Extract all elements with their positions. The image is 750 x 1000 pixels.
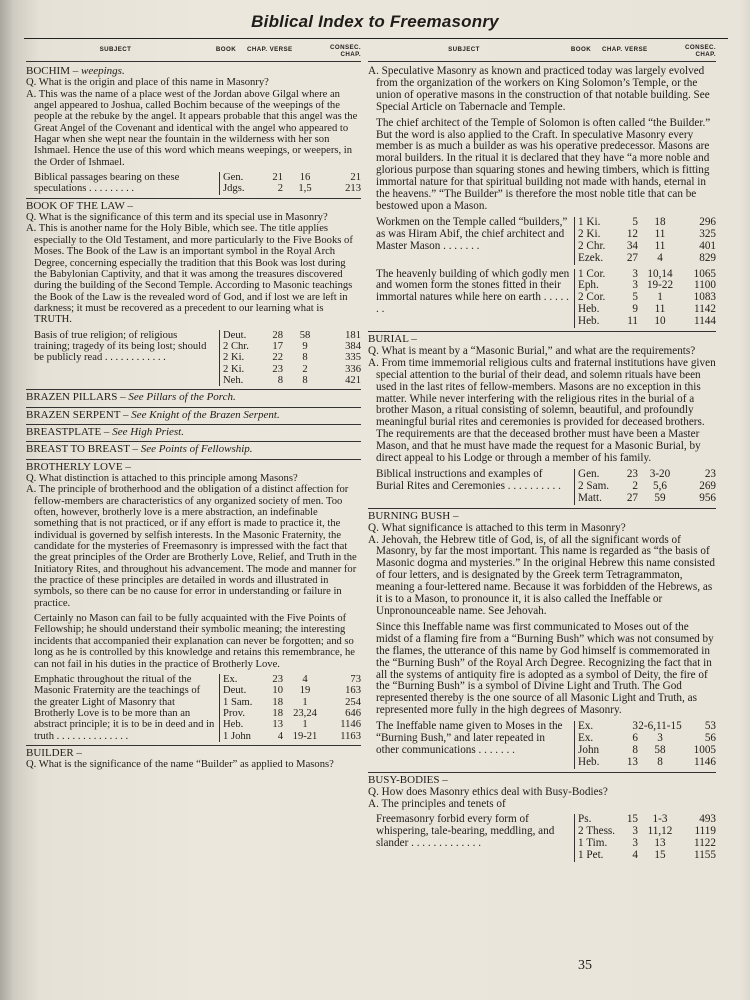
ref-verse: 23,24 xyxy=(293,707,317,719)
ref-consec-chapter: 213 xyxy=(345,183,361,195)
ref-chapter: 18 xyxy=(272,696,283,708)
divider xyxy=(26,389,361,390)
ref-chapter: 22 xyxy=(272,352,283,364)
ref-chapter: 5 xyxy=(632,215,638,228)
ref-chapter: 13 xyxy=(626,755,638,768)
reference-row xyxy=(578,241,716,253)
reference-row xyxy=(223,685,361,696)
ref-verse: 3 xyxy=(657,732,663,745)
ref-chapter: 9 xyxy=(632,303,638,316)
reference-row xyxy=(223,697,361,708)
entry-answer: A. Jehovah, the Hebrew title of God, is, of all the significant words of Masonry, by far the most important. This name is regarded as “the basis of Masonic dogma and mysteries.” In the original Hebrew this name consisted of four letters, and is designated by the Greek term Tetragrammaton, meaning a four-lettered name. Because it was forbidden of the Hebrews, as it is to a Mason, to pronounce it, it is also called the Ineffable or Unpronounceable name. See Jehovah. xyxy=(368,533,715,617)
reference-row xyxy=(223,708,361,719)
ref-consec-chapter: 163 xyxy=(345,685,361,697)
ref-consec-chapter: 1155 xyxy=(694,849,716,862)
ref-book: 2 Chr. xyxy=(578,239,606,252)
reference-block xyxy=(376,217,716,265)
ref-verse: 1 xyxy=(302,696,308,708)
reference-table xyxy=(219,172,361,195)
reference-row xyxy=(223,330,361,341)
entry-term: BOOK OF THE LAW – xyxy=(26,199,133,212)
divider xyxy=(26,424,361,425)
ref-chapter: 23 xyxy=(272,673,283,685)
header-chap-verse: CHAP. VERSE xyxy=(247,46,293,53)
ref-book: John xyxy=(578,743,600,756)
reference-row xyxy=(223,341,361,352)
entry-term: BRAZEN PILLARS – See Pillars of the Porch. xyxy=(26,391,236,404)
reference-table xyxy=(219,330,361,387)
ref-chapter: 2 xyxy=(632,479,638,492)
ref-consec-chapter: 1122 xyxy=(694,837,716,850)
reference-row xyxy=(578,316,716,328)
ref-book: Gen. xyxy=(223,172,244,184)
ref-book: 2 Sam. xyxy=(578,479,610,492)
ref-consec-chapter: 181 xyxy=(345,329,361,341)
ref-verse: 11,12 xyxy=(647,825,673,838)
ref-verse: 8 xyxy=(657,755,663,768)
entry-answer: A. The principle of brotherhood and the obligation of a distinct affection for fellow-members are characteristics of any organized society of men. Too often, however, brotherly love is a mere abstraction, an indefinable something that is not practiced, or if any effort is made to practice it, the individual is governed by selfish interests. In the Masonic Fraternity, the candidate for the mysteries of Freemasonry is impressed with the fact that the great principles of the Order are Brotherly Love, Relief, and Truth in the Initiatory Rites, and throughout his advancement. The mode and manner for the practice of these principles are detailed in words and illustrated in symbols, so there can be no cause for error in understanding or failure in practice. xyxy=(26,484,357,609)
ref-verse: 11 xyxy=(654,303,666,316)
ref-chapter: 8 xyxy=(632,743,638,756)
reference-lead: The Ineffable name given to Moses in the “Burning Bush,” and later repeated in other communications . . . . . . . xyxy=(376,720,563,756)
entry-question: Q. What is the significance of this term and its special use in Masonry? xyxy=(26,212,328,224)
reference-block xyxy=(34,674,361,742)
ref-chapter: 18 xyxy=(272,707,283,719)
reference-block xyxy=(376,469,716,505)
ref-chapter: 3 xyxy=(632,267,638,280)
reference-lead: Biblical passages bearing on these speculations . . . . . . . . . xyxy=(34,172,180,195)
ref-consec-chapter: 335 xyxy=(345,352,361,364)
right-column xyxy=(368,44,716,864)
header-chap-verse: CHAP. VERSE xyxy=(602,46,648,53)
ref-book: Ex. xyxy=(578,732,594,745)
ref-book: Heb. xyxy=(223,719,244,731)
ref-verse: 8 xyxy=(302,352,308,364)
entry-term: BURNING BUSH – xyxy=(368,509,459,522)
ref-consec-chapter: 1144 xyxy=(694,315,716,328)
ref-book: Heb. xyxy=(578,303,600,316)
reference-row xyxy=(223,352,361,363)
ref-chapter: 28 xyxy=(272,329,283,341)
reference-table xyxy=(574,721,716,769)
entry-term: BUILDER – xyxy=(26,746,82,759)
entry-term: BREASTPLATE – See High Priest. xyxy=(26,425,184,438)
ref-verse: 58 xyxy=(654,743,666,756)
ref-consec-chapter: 384 xyxy=(345,340,361,352)
ref-consec-chapter: 21 xyxy=(350,172,361,184)
header-book: BOOK xyxy=(215,46,237,53)
entry-question: Q. What is the origin and place of this name in Masonry? xyxy=(26,77,269,89)
ref-consec-chapter: 254 xyxy=(345,696,361,708)
reference-lead: Freemasonry forbid every form of whispering, tale-bearing, meddling, and slander . . . . . . . . . . . . . xyxy=(376,813,555,850)
ref-verse: 15 xyxy=(654,849,666,862)
reference-block xyxy=(376,721,716,769)
ref-book: Matt. xyxy=(578,491,602,504)
reference-lead: Workmen on the Temple called “builders,” as was Hiram Abif, the chief architect and Master Mason . . . . . . . xyxy=(376,215,568,252)
reference-row xyxy=(223,172,361,183)
ref-book: Prov. xyxy=(223,707,245,719)
entry-paragraph: Since this Ineffable name was first communicated to Moses out of the midst of a flaming fire from a “Burning Bush” which was not consumed by the flames, the utterance of this name by God himself is commemorated in the “Burning Bush” of the Royal Arch Degree. Recognizing the fact that in all the systems of antiquity fire is adopted as a symbol of Deity, the fire of the “Burning Bush” is a symbol of Divine Light and Truth. The God represented thereby is the one source of all Masonic Light and Truth, as represented more fully in the high degrees of Masonry. xyxy=(376,620,714,717)
ref-verse: 19-22 xyxy=(646,279,674,292)
ref-consec-chapter: 1146 xyxy=(694,755,716,768)
header-consec: CONSEC. CHAP. xyxy=(330,44,361,58)
header-subject: SUBJECT xyxy=(448,46,480,53)
entry-term: BROTHERLY LOVE – xyxy=(26,460,131,473)
ref-book: Deut. xyxy=(223,329,247,341)
ref-consec-chapter: 296 xyxy=(699,215,716,228)
ref-chapter: 11 xyxy=(627,315,638,328)
ref-book: Ex. xyxy=(223,673,238,685)
left-column xyxy=(26,44,361,771)
ref-consec-chapter: 1005 xyxy=(693,743,716,756)
ref-book: 2 Ki. xyxy=(578,227,601,240)
entry-question: Q. What significance is attached to this term in Masonry? xyxy=(368,521,626,534)
reference-row xyxy=(223,375,361,386)
ref-verse: 19 xyxy=(299,685,311,697)
ref-chapter: 4 xyxy=(277,730,283,742)
ref-book: 2 Cor. xyxy=(578,291,606,304)
ref-book: 2 Thess. xyxy=(578,825,616,838)
ref-consec-chapter: 1119 xyxy=(694,825,716,838)
ref-consec-chapter: 1146 xyxy=(340,719,361,731)
ref-chapter: 27 xyxy=(626,251,638,264)
ref-consec-chapter: 23 xyxy=(704,468,716,480)
ref-verse: 11 xyxy=(654,239,666,252)
ref-book: 1 Pet. xyxy=(578,849,604,862)
ref-book: Ezek. xyxy=(578,251,604,264)
ref-chapter: 27 xyxy=(626,491,638,504)
ref-consec-chapter: 493 xyxy=(699,813,716,826)
ref-consec-chapter: 1065 xyxy=(693,267,716,280)
ref-chapter: 23 xyxy=(272,363,283,375)
entry-answer: A. This was the name of a place west of the Jordan above Gilgal where an angel appeared to Joshua, called Bochim because of the weepings of the people at the rebuke by the angel. It appears probable that this angel was the Great Angel of the Covenant and identical with the angel who appeared to Hagar when she wept near the fountain in the wilderness with her son Ishmael. Hence the use of this word which means weepings, or weepers, in the Order of Ishmael. xyxy=(26,88,358,168)
divider xyxy=(368,331,716,332)
entry-answer: A. This is another name for the Holy Bible, which see. The title applies especially to the Old Testament, and more particularly to the Five Books of Moses. The Book of the Law is an important symbol in the Royal Arch Degree, concerning especially the tradition that this Book was lost during the Babylonian Captivity, and that it was among the treasures discovered during the building of the Second Temple. According to Masonic teachings the Book of the Law is the revealed word of God, and if lost we are left in darkness; it must be recovered as a precedent to our learning what is TRUTH. xyxy=(26,223,353,326)
ref-verse: 13 xyxy=(654,837,666,850)
ref-verse: 16 xyxy=(299,172,311,184)
ref-book: 1 John xyxy=(223,730,251,742)
entry-question: Q. What is the significance of the name “Builder” as applied to Masons? xyxy=(26,759,334,771)
ref-verse: 1 xyxy=(302,719,308,731)
ref-verse: 2-6,11-15 xyxy=(638,720,682,733)
divider xyxy=(368,508,716,509)
ref-verse: 4 xyxy=(657,251,663,264)
ref-book: Ps. xyxy=(578,813,592,826)
left-column-header xyxy=(26,44,361,62)
reference-lead: Basis of true religion; of religious training; tragedy of its being lost; should be publicly read . . . . . . . . . . . . xyxy=(34,329,207,364)
ref-consec-chapter: 829 xyxy=(699,251,716,264)
reference-table xyxy=(574,269,716,329)
divider xyxy=(26,459,361,460)
entry-term: BRAZEN SERPENT – See Knight of the Brazen Serpent. xyxy=(26,408,280,421)
ref-chapter: 21 xyxy=(272,172,283,184)
ref-chapter: 6 xyxy=(632,732,638,745)
reference-block xyxy=(34,172,361,195)
reference-row xyxy=(578,217,716,229)
entry-question: Q. What is meant by a “Masonic Burial,” and what are the requirements? xyxy=(368,344,696,357)
entry-term: BUSY-BODIES – xyxy=(368,773,448,786)
ref-chapter: 15 xyxy=(626,813,638,826)
ref-verse: 2 xyxy=(302,363,308,375)
ref-verse: 8 xyxy=(302,374,308,386)
ref-consec-chapter: 1100 xyxy=(694,279,716,292)
ref-book: Jdgs. xyxy=(223,183,245,195)
ref-chapter: 3 xyxy=(632,720,638,733)
reference-table xyxy=(574,814,716,862)
right-column-header xyxy=(368,44,716,62)
ref-verse: 59 xyxy=(654,491,666,504)
entry-paragraph: Certainly no Mason can fail to be fully acquainted with the Five Points of Fellowship; he should understand their symbolic meaning; the interesting incidents that accompanied their explanation can never be forgotten; and so long as he is controlled by this knowledge and retains this remembrance, he can not fail in his duties in the practice of Brotherly Love. xyxy=(34,613,355,670)
page-title: Biblical Index to Freemasonry xyxy=(251,12,499,31)
ref-book: Heb. xyxy=(578,755,600,768)
entry-question: Q. How does Masonry ethics deal with Busy-Bodies? xyxy=(368,785,608,798)
ref-verse: 19-21 xyxy=(292,730,318,742)
ref-book: Deut. xyxy=(223,685,247,697)
reference-row xyxy=(223,364,361,375)
entry-term: BREAST TO BREAST – See Points of Fellowship. xyxy=(26,443,253,456)
ref-chapter: 3 xyxy=(632,825,638,838)
ref-consec-chapter: 325 xyxy=(699,227,716,240)
ref-verse: 3-20 xyxy=(649,468,671,480)
reference-row xyxy=(578,229,716,241)
ref-book: Heb. xyxy=(578,315,600,328)
entry-question: Q. What distinction is attached to this principle among Masons? xyxy=(26,473,298,484)
ref-chapter: 12 xyxy=(626,227,638,240)
ref-chapter: 8 xyxy=(277,374,283,386)
entry-paragraph: The chief architect of the Temple of Solomon is often called “the Builder.” But the word is also applied to the Craft. In speculative Masonry every member is as much a builder as was his operative predecessor. Masons are moral builders. In the ritual it is declared that they have “a more noble and glorious purpose than squaring stones and hewing timbers, which is fitting immortal nature for that spiritual building not made with hands, eternal in the heavens.” “The Builder” is therefore the most noble title that can be bestowed upon a Mason. xyxy=(376,116,711,212)
ref-book: 1 Tim. xyxy=(578,837,608,850)
ref-consec-chapter: 336 xyxy=(345,363,361,375)
ref-chapter: 13 xyxy=(272,719,283,731)
reference-table xyxy=(574,217,716,265)
reference-row xyxy=(578,493,716,505)
page-number: 35 xyxy=(578,958,592,973)
ref-consec-chapter: 421 xyxy=(345,374,361,386)
ref-consec-chapter: 53 xyxy=(704,720,716,733)
ref-verse: 4 xyxy=(302,673,308,685)
ref-verse: 58 xyxy=(299,329,311,341)
ref-chapter: 3 xyxy=(632,279,638,292)
reference-row xyxy=(578,850,716,862)
ref-consec-chapter: 269 xyxy=(699,479,716,492)
ref-verse: 18 xyxy=(654,215,666,228)
reference-row xyxy=(223,183,361,194)
ref-book: 1 Sam. xyxy=(223,696,253,708)
ref-verse: 10,14 xyxy=(647,267,673,280)
ref-book: 1 Ki. xyxy=(578,215,601,228)
entry-answer: A. From time immemorial religious cults and fraternal institutions have given special attention to the burial of their dead, and solemn rituals have been used in the last rites of fellow-members. Masons are no exception in this matter. While never interfering with the religious rites in the burial of a brother Mason, a ritual consisting of solemn, beautiful, and profoundly meaningful burial rites and ceremonies is provided for deceased brothers. The requirements are that the deceased brother must have been a Master Mason, and that he must have made the request for a Masonic Burial, by direct appeal to his Lodge or through a member of his family. xyxy=(368,356,716,465)
ref-chapter: 2 xyxy=(277,183,283,195)
entry-term: BOCHIM – weepings. xyxy=(26,65,125,77)
reference-block xyxy=(34,330,361,387)
divider xyxy=(368,772,716,773)
ref-verse: 1,5 xyxy=(298,183,312,195)
reference-table xyxy=(219,674,361,742)
ref-verse: 11 xyxy=(654,227,666,240)
ref-chapter: 10 xyxy=(272,685,283,697)
reference-block xyxy=(376,269,716,329)
ref-consec-chapter: 646 xyxy=(345,707,361,719)
ref-chapter: 23 xyxy=(626,468,638,480)
ref-consec-chapter: 1142 xyxy=(694,303,716,316)
top-rule xyxy=(24,38,728,39)
ref-chapter: 5 xyxy=(632,291,638,304)
ref-book: Neh. xyxy=(223,374,244,386)
ref-verse: 1 xyxy=(657,291,663,304)
ref-consec-chapter: 73 xyxy=(350,673,361,685)
reference-row xyxy=(578,757,716,769)
header-subject: SUBJECT xyxy=(99,46,132,53)
divider xyxy=(26,441,361,442)
reference-row xyxy=(223,731,361,742)
ref-verse: 10 xyxy=(654,315,666,328)
reference-row xyxy=(578,253,716,265)
ref-consec-chapter: 56 xyxy=(704,732,716,745)
reference-lead: The heavenly building of which godly men and women form the stones fitted in their immortal natures while here on earth . . . . . . . xyxy=(376,267,570,316)
divider xyxy=(26,745,361,746)
ref-consec-chapter: 1163 xyxy=(340,730,361,742)
ref-chapter: 17 xyxy=(272,340,283,352)
reference-block xyxy=(376,814,716,862)
divider xyxy=(26,198,361,199)
reference-lead: Biblical instructions and examples of Burial Rites and Ceremonies . . . . . . . . . . xyxy=(376,468,561,492)
ref-chapter: 4 xyxy=(632,849,638,862)
ref-consec-chapter: 956 xyxy=(699,491,716,504)
ref-book: 2 Chr. xyxy=(223,340,249,352)
ref-consec-chapter: 401 xyxy=(699,239,716,252)
ref-book: Gen. xyxy=(578,468,600,480)
entry-term: BURIAL – xyxy=(368,333,417,346)
reference-row xyxy=(578,721,716,733)
reference-row xyxy=(223,674,361,685)
ref-verse: 9 xyxy=(302,340,308,352)
ref-book: Ex. xyxy=(578,720,594,733)
header-book: BOOK xyxy=(570,46,592,53)
header-consec: CONSEC. CHAP. xyxy=(685,44,716,58)
entry-answer: A. Speculative Masonry as known and practiced today was largely evolved from the organization of the workers on King Solomon’s Temple, or the union of operative masons in the construction of that notable building. See Special Article on Tabernacle and Temple. xyxy=(368,65,710,113)
ref-chapter: 3 xyxy=(632,837,638,850)
ref-consec-chapter: 1083 xyxy=(693,291,716,304)
ref-book: 2 Ki. xyxy=(223,352,245,364)
entry-answer: A. The principles and tenets of xyxy=(368,797,506,810)
ref-verse: 1-3 xyxy=(652,813,668,826)
ref-chapter: 34 xyxy=(626,239,638,252)
reference-row xyxy=(223,719,361,730)
ref-book: Eph. xyxy=(578,279,599,292)
reference-lead: Emphatic throughout the ritual of the Masonic Fraternity are the teachings of the greater Light of Masonry that Brotherly Love is to be more than an abstract principle; it is to be in deed and in truth . . . . . . . . . . . . . . xyxy=(34,673,215,742)
divider xyxy=(26,407,361,408)
ref-verse: 5,6 xyxy=(653,479,667,492)
reference-table xyxy=(574,469,716,505)
ref-book: 1 Cor. xyxy=(578,267,606,280)
ref-book: 2 Ki. xyxy=(223,363,245,375)
